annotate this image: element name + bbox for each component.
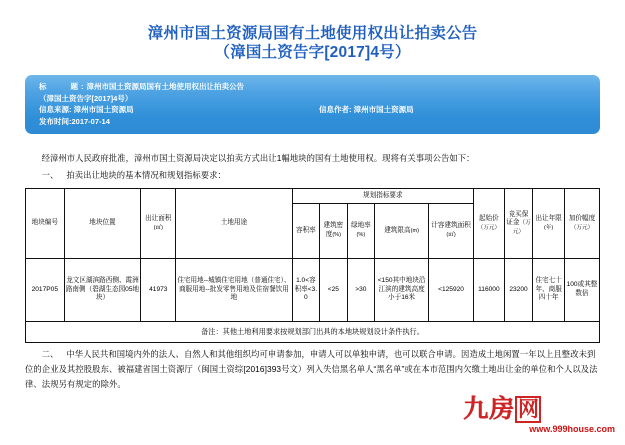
land-parcel-table bbox=[25, 188, 600, 343]
table-row bbox=[26, 259, 600, 322]
source-label: 信息来源: bbox=[39, 105, 72, 114]
body-intro bbox=[18, 151, 607, 183]
col-term: 出让年限(年) bbox=[533, 189, 565, 259]
page-title bbox=[18, 0, 607, 62]
cell-green-ratio: >30 bbox=[347, 259, 375, 322]
meta-row-publish bbox=[39, 116, 586, 128]
publish-value: 2017-07-14 bbox=[71, 116, 110, 126]
table-group-header-row bbox=[26, 189, 600, 204]
watermark-char-1: 九 bbox=[463, 394, 489, 423]
col-building-density: 建筑密度(%) bbox=[320, 204, 348, 259]
meta-row-source-author bbox=[39, 104, 586, 116]
table-note-row bbox=[26, 322, 600, 343]
section-two-paragraph bbox=[25, 347, 600, 392]
subject-label: 标 题: bbox=[39, 82, 87, 91]
watermark-url: www.999house.com bbox=[529, 424, 615, 434]
cell-start-price: 116000 bbox=[474, 259, 505, 322]
author-group bbox=[319, 104, 586, 116]
col-group-planning: 规划指标要求 bbox=[292, 189, 473, 204]
cell-deposit: 23200 bbox=[504, 259, 533, 322]
col-parcel-no: 地块编号 bbox=[26, 189, 65, 259]
watermark-char-2: 房 bbox=[489, 394, 515, 423]
cell-gfa: <125920 bbox=[429, 259, 474, 322]
cell-land-use: 住宅用地--城镇住宅用地（普通住宅）、商服用地--批发零售用地及住宿餐饮用地 bbox=[176, 259, 292, 322]
author-label: 信息作者: bbox=[319, 105, 352, 114]
col-green-ratio: 绿地率(%) bbox=[347, 204, 375, 259]
cell-location: 龙文区湖滨路西侧、霞洲路南侧（碧湖生态园05地块） bbox=[64, 259, 141, 322]
cell-parcel-no: 2017P05 bbox=[26, 259, 65, 322]
intro-paragraph: 经漳州市人民政府批准，漳州市国土资源局决定以拍卖方式出让1幅地块的国有土地使用权。现将有关事项公告如下： bbox=[41, 153, 475, 163]
meta-row-subject bbox=[39, 81, 586, 93]
table-note: 备注：其他土地利用要求按规划部门出具的本地块规划设计条件执行。 bbox=[26, 322, 600, 343]
watermark-characters bbox=[463, 395, 615, 423]
col-gfa: 计容建筑面积(㎡) bbox=[429, 204, 474, 259]
author-value: 漳州市国土资源局 bbox=[353, 105, 414, 114]
col-height-limit: 建筑限高(m) bbox=[375, 204, 429, 259]
col-deposit: 竞买保证金（万元） bbox=[504, 189, 533, 259]
col-start-price: 起始价（万元） bbox=[474, 189, 505, 259]
land-parcel-table-wrap bbox=[25, 188, 600, 343]
cell-term: 住宅七十年、商服四十年 bbox=[533, 259, 565, 322]
col-land-use: 土地用途 bbox=[176, 189, 292, 259]
site-watermark bbox=[463, 395, 615, 441]
section-two-text: 中华人民共和国境内外的法人、自然人和其他组织均可申请参加，申请人可以单独申请，也可以联合申请。因造成土地闲置一年以上且整改未到位的企业及其控股股东、被福建省国土资源厅（闽国土资综[2016]393号文）列入失信黑名单人“黑名单”或在本市范围内欠缴土地出让金的单位和个人以及法律、法规另有规定的除外。 bbox=[25, 349, 598, 389]
cell-building-density: <25 bbox=[320, 259, 348, 322]
section-one-number: 一、 bbox=[41, 170, 59, 180]
watermark-char-3: 网 bbox=[515, 396, 541, 423]
title-line-1: 漳州市国土资源局国有土地使用权出让拍卖公告 bbox=[147, 25, 478, 42]
cell-increment: 100或其整数倍 bbox=[565, 259, 600, 322]
meta-row-subject-cont bbox=[39, 93, 586, 105]
title-line-2: （漳国土资告字[2017]4号） bbox=[214, 44, 411, 61]
section-one-heading bbox=[25, 168, 600, 183]
source-value: 漳州市国土资源局 bbox=[73, 105, 134, 114]
cell-far: 1.0<容积率<3.0 bbox=[292, 259, 320, 322]
cell-area: 41973 bbox=[141, 259, 176, 322]
subject-value: 漳州市国土资源局国有土地使用权出让拍卖公告 bbox=[86, 82, 244, 91]
col-location: 地块位置 bbox=[64, 189, 141, 259]
cell-height-limit: <150其中地块沿江滨的建筑高度小于16米 bbox=[375, 259, 429, 322]
col-area: 出让面积(㎡) bbox=[141, 189, 176, 259]
source-group bbox=[39, 104, 319, 116]
publish-label: 发布时间: bbox=[39, 116, 72, 126]
section-two-number: 二、 bbox=[41, 349, 59, 359]
subject-value-line2: （漳国土资告字[2017]4号） bbox=[39, 93, 133, 103]
body-section-two bbox=[18, 347, 607, 392]
article-meta-panel bbox=[25, 75, 600, 134]
section-one-text: 拍卖出让地块的基本情况和规划指标要求： bbox=[66, 170, 226, 180]
col-far: 容积率 bbox=[292, 204, 320, 259]
col-increment: 加价幅度（万元） bbox=[565, 189, 600, 259]
